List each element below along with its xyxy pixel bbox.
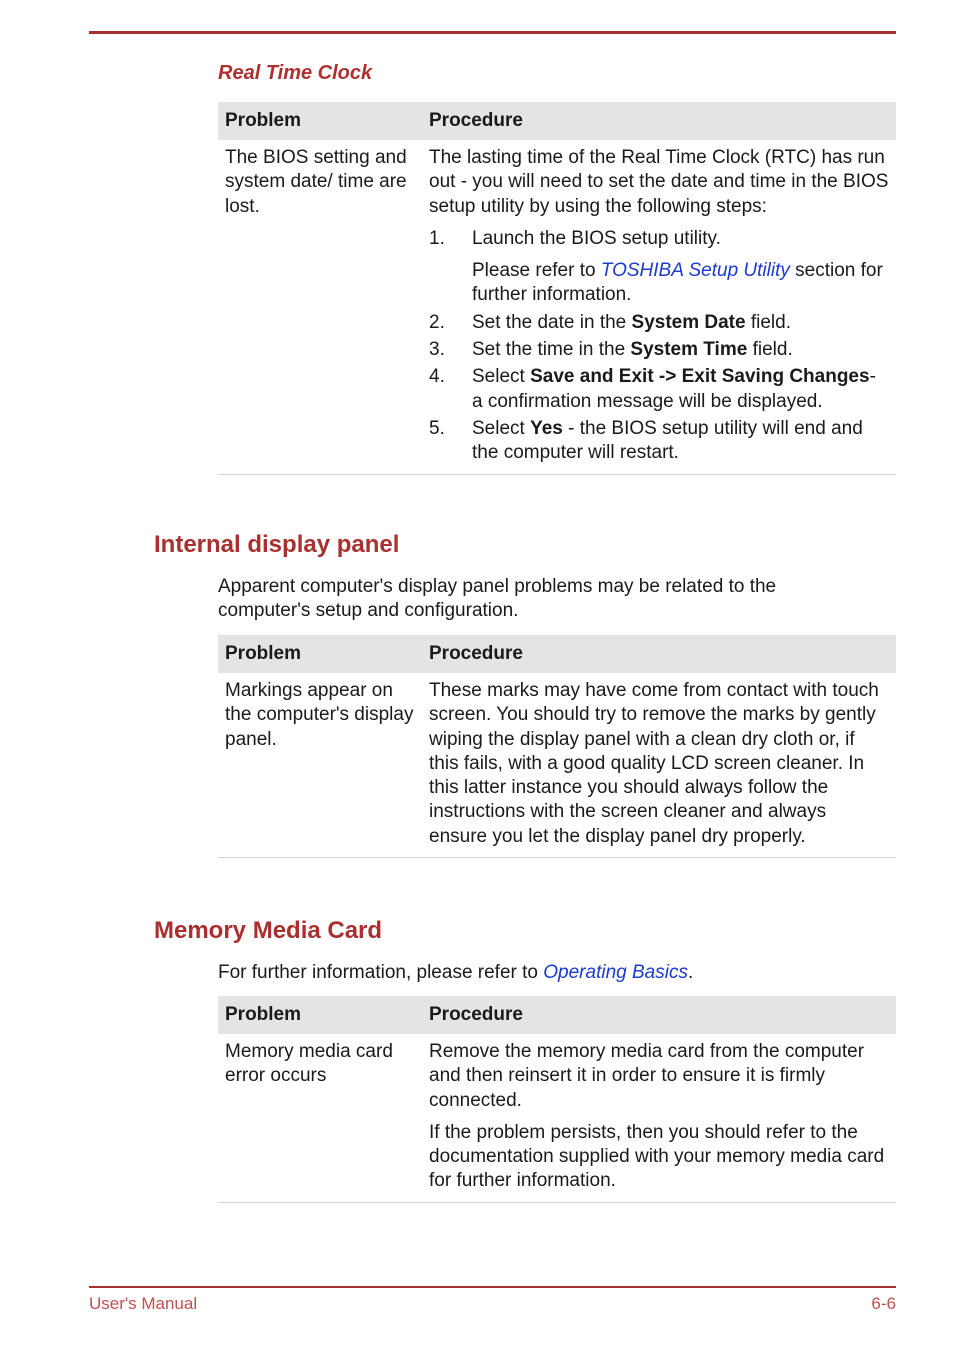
- procedure-cell: These marks may have come from contact with touch screen. You should try to remove the marks by gently wiping the display panel with a clean dry cloth or, if this fails, with a good quality LCD screen cleaner. In this latter instance you should always follow the instructions with the screen cleaner and always ensure you let the display panel dry properly.: [422, 673, 896, 858]
- footer-page-number: 6-6: [871, 1294, 896, 1313]
- step-text: Select Yes - the BIOS setup utility will end and the computer will restart.: [472, 417, 863, 464]
- column-header-procedure: Procedure: [422, 635, 896, 673]
- problem-cell: The BIOS setting and system date/ time are lost.: [218, 140, 422, 474]
- memory-intro: [218, 961, 858, 985]
- column-header-problem: Problem: [218, 102, 422, 140]
- problem-cell: Memory media card error occurs: [218, 1034, 422, 1202]
- table-row: [218, 1034, 896, 1202]
- operating-basics-link[interactable]: Operating Basics: [543, 962, 688, 983]
- table-header-row: [218, 102, 896, 140]
- step-text: Select Save and Exit -> Exit Saving Changes- a confirmation message will be displayed.: [472, 366, 876, 412]
- section-title-memory: Memory Media Card: [154, 917, 383, 944]
- step-number: 5.: [429, 417, 445, 439]
- display-intro: Apparent computer's display panel problems may be related to the computer's setup and configuration.: [218, 576, 777, 621]
- list-item: [429, 365, 889, 414]
- table-header-row: [218, 996, 896, 1034]
- step-number: 2.: [429, 311, 445, 333]
- list-item: [429, 311, 889, 335]
- step-note: [472, 259, 889, 308]
- problem-cell: Markings appear on the computer's display panel.: [218, 673, 422, 858]
- step-text: Launch the BIOS setup utility.: [472, 227, 721, 249]
- list-item: [429, 338, 889, 362]
- footer-manual-title: User's Manual: [89, 1294, 198, 1313]
- column-header-procedure: Procedure: [422, 102, 896, 140]
- procedure-intro: The lasting time of the Real Time Clock (RTC) has run out - you will need to set the date and time in the BIOS setup utility by using the following steps:: [429, 147, 889, 217]
- footer-rule: [89, 1286, 896, 1288]
- procedure-paragraph: If the problem persists, then you should refer to the documentation supplied with your memory media card for further information.: [429, 1121, 885, 1192]
- column-header-problem: Problem: [218, 635, 422, 673]
- procedure-cell: [422, 1034, 896, 1202]
- step-text: Set the time in the System Time field.: [472, 339, 793, 361]
- rtc-title: Real Time Clock: [218, 62, 373, 84]
- section-title-display: Internal display panel: [154, 531, 400, 558]
- step-number: 4.: [429, 366, 445, 388]
- table-header-row: [218, 635, 896, 673]
- step-number: 1.: [429, 227, 445, 249]
- header-rule: [89, 31, 896, 34]
- toshiba-setup-utility-link[interactable]: TOSHIBA Setup Utility: [600, 260, 790, 282]
- column-header-procedure: Procedure: [422, 996, 896, 1034]
- intro-text: For further information, please refer to: [218, 962, 544, 983]
- procedure-cell: [422, 140, 896, 474]
- column-header-problem: Problem: [218, 996, 422, 1034]
- list-item: [429, 227, 889, 308]
- intro-text: .: [687, 962, 694, 983]
- rtc-table: [218, 102, 896, 475]
- memory-table: [218, 996, 896, 1203]
- procedure-paragraph: Remove the memory media card from the computer and then reinsert it in order to ensure it is firmly connected.: [429, 1041, 865, 1111]
- list-item: [429, 417, 889, 466]
- note-text: section for further information.: [472, 260, 883, 306]
- steps-list: [429, 227, 889, 466]
- display-table: [218, 635, 896, 858]
- table-row: [218, 673, 896, 858]
- step-number: 3.: [429, 339, 445, 361]
- note-text: Please refer to: [472, 260, 601, 282]
- step-text: Set the date in the System Date field.: [472, 311, 791, 333]
- table-row: [218, 140, 896, 474]
